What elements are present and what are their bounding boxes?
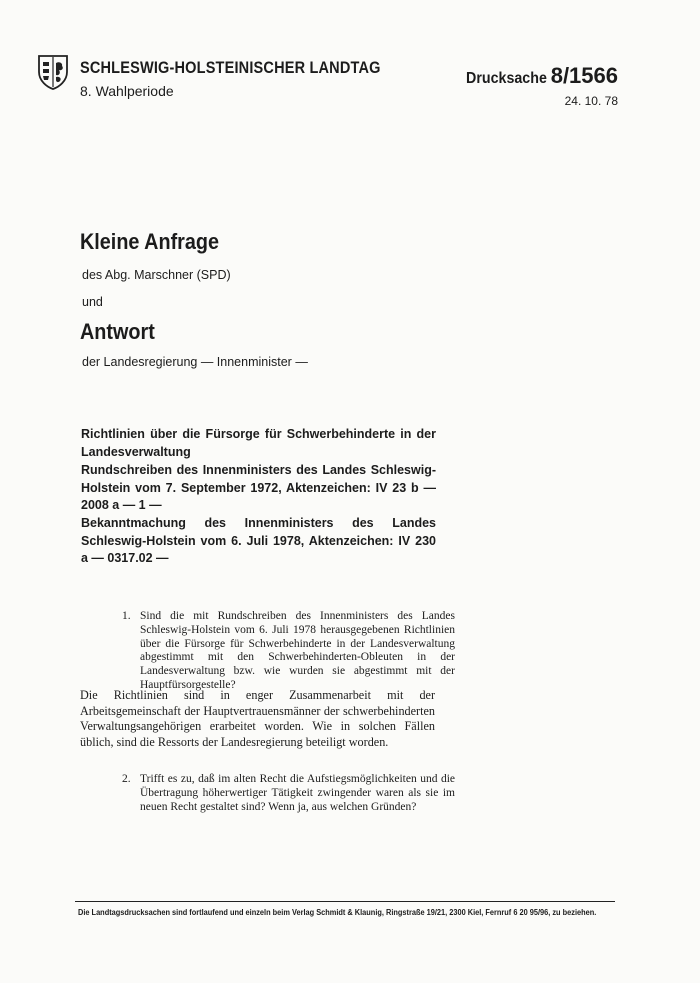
footer-divider [75, 901, 615, 902]
answer-1: Die Richtlinien sind in enger Zusammenarbeit mit der Arbeitsgemeinschaft der Hauptvertrauensmänner der schwerbehinderten Verwaltungsangehörigen erarbeitet worden. Wie in solchen Fällen üblich, sind die Ressorts der Landesregierung beteiligt worden. [80, 688, 435, 749]
question-1 [122, 610, 455, 693]
document-date: 24. 10. 78 [564, 94, 618, 108]
conjunction: und [82, 295, 103, 309]
question-number: 1. [122, 610, 131, 622]
subject-announcement: Bekanntmachung des Innenministers des Landes Schleswig-Holstein vom 6. Juli 1978, Aktenzeichen: IV 230 a — 0317.02 — [81, 516, 436, 565]
question-text: Trifft es zu, daß im alten Recht die Aufstiegsmöglichkeiten und die Übertragung höherwertiger Tätigkeit zwingender waren als sie im neuen Recht gestaltet sind? Wenn ja, aus welchen Gründen? [140, 773, 455, 813]
subject-title: Richtlinien über die Fürsorge für Schwerbehinderte in der Landesverwaltung [81, 427, 436, 459]
document-number: 8/1566 [550, 63, 618, 88]
answer-author: der Landesregierung — Innenminister — [82, 355, 308, 369]
question-text: Sind die mit Rundschreiben des Innenministers des Landes Schleswig-Holstein vom 6. Juli 1978 herausgegebenen Richtlinien über die Fürsorge für Schwerbehinderte in der Landesverwaltung abgestimmt mit den Schwerbehinderten-Obleuten in der Landesverwaltung bzw. wie wurden sie abgestimmt mit der Hauptfürsorgestelle? [140, 610, 455, 691]
document-reference [459, 63, 618, 89]
inquiry-title: Kleine Anfrage [80, 229, 220, 254]
legislative-period: 8. Wahlperiode [80, 83, 174, 99]
question-number: 2. [122, 773, 131, 785]
answer-title: Antwort [80, 319, 155, 344]
parliament-name: SCHLESWIG-HOLSTEINISCHER LANDTAG [80, 59, 381, 77]
subject-circular: Rundschreiben des Innenministers des Landes Schleswig-Holstein vom 7. September 1972, Aktenzeichen: IV 23 b — 2008 a — 1 — [81, 463, 436, 512]
inquiry-author: des Abg. Marschner (SPD) [82, 268, 231, 282]
distribution-note: Die Landtagsdrucksachen sind fortlaufend und einzeln beim Verlag Schmidt & Klaunig, Ringstraße 19/21, 2300 Kiel, Fernruf 6 20 95/96, zu beziehen. [78, 907, 597, 917]
question-2 [122, 773, 455, 814]
coat-of-arms-icon [37, 54, 69, 90]
document-label: Drucksache [465, 70, 547, 87]
